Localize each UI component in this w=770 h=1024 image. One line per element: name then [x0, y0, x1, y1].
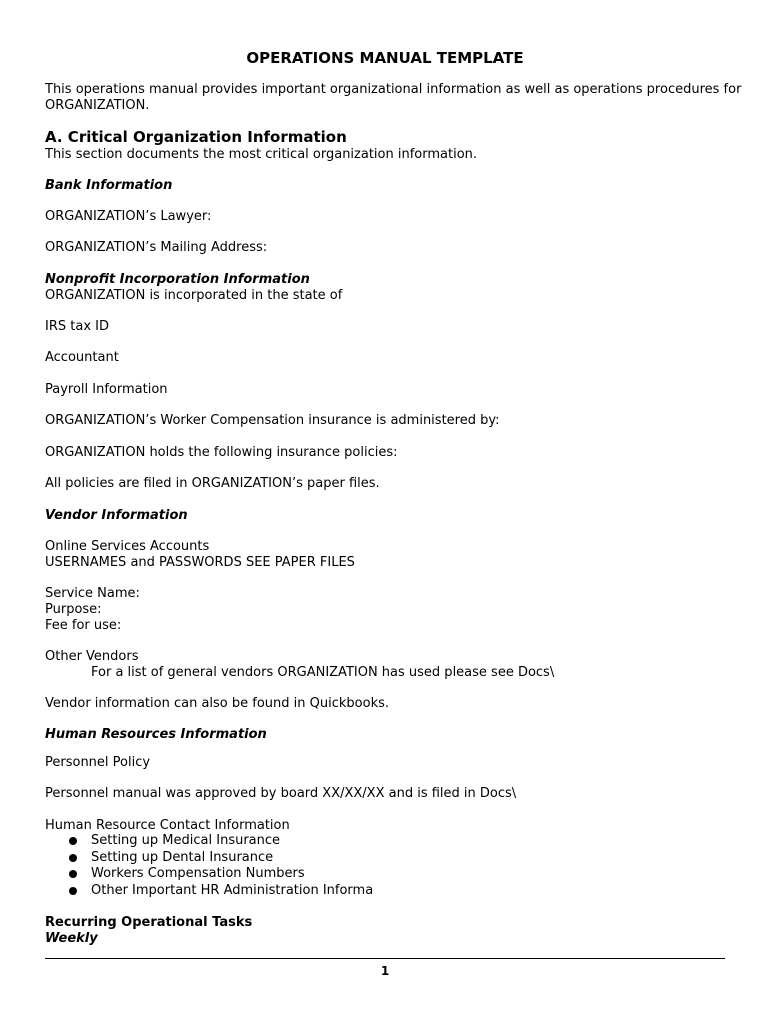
worker-comp-text: ORGANIZATION’s Worker Compensation insurance is administered by: [45, 413, 500, 428]
general-vendors-text: For a list of general vendors ORGANIZATION has used please see Docs\ [91, 665, 555, 680]
list-item [45, 850, 373, 867]
list-item [45, 866, 373, 883]
hr-contact-label: Human Resource Contact Information [45, 818, 290, 833]
list-item-text: Setting up Dental Insurance [91, 849, 274, 865]
section-a-heading: A. Critical Organization Information [45, 128, 347, 146]
list-item [45, 833, 373, 850]
list-item-text: Workers Compensation Numbers [91, 866, 305, 881]
fee-label: Fee for use: [45, 618, 122, 633]
hr-bullet-list [45, 833, 373, 899]
nonprofit-heading: Nonprofit Incorporation Information [45, 272, 310, 287]
bullet-icon [69, 837, 77, 845]
quickbooks-text: Vendor information can also be found in Quickbooks. [45, 696, 389, 711]
online-accounts-label: Online Services Accounts [45, 539, 210, 554]
incorporated-text: ORGANIZATION is incorporated in the state of [45, 288, 343, 303]
personnel-manual-text: Personnel manual was approved by board XX/XX/XX and is filed in Docs\ [45, 786, 517, 801]
section-a-description: This section documents the most critical organization information. [45, 147, 478, 162]
list-item-text: Setting up Medical Insurance [91, 833, 281, 848]
purpose-label: Purpose: [45, 602, 102, 617]
vendor-information-heading: Vendor Information [45, 508, 188, 523]
intro-text-line-1: This operations manual provides important organizational information as well as operations procedures for [45, 82, 742, 97]
accountant-label: Accountant [45, 350, 119, 365]
bank-information-heading: Bank Information [45, 178, 173, 193]
bullet-icon [69, 870, 77, 878]
weekly-heading: Weekly [45, 931, 98, 946]
list-item-text: Other Important HR Administration Informa [91, 882, 374, 898]
page-number: 1 [380, 964, 390, 978]
mailing-address-label: ORGANIZATION’s Mailing Address: [45, 240, 268, 255]
bullet-icon [69, 887, 77, 895]
insurance-policies-text: ORGANIZATION holds the following insurance policies: [45, 445, 398, 460]
hr-heading: Human Resources Information [45, 727, 267, 742]
intro-text-line-2: ORGANIZATION. [45, 98, 150, 113]
personnel-policy-label: Personnel Policy [45, 755, 151, 770]
policies-filed-text: All policies are filed in ORGANIZATION’s paper files. [45, 476, 380, 491]
payroll-label: Payroll Information [45, 382, 168, 397]
lawyer-label: ORGANIZATION’s Lawyer: [45, 209, 212, 224]
document-title: OPERATIONS MANUAL TEMPLATE [246, 49, 524, 67]
bullet-icon [69, 854, 77, 862]
service-name-label: Service Name: [45, 586, 140, 601]
footer-divider [45, 958, 725, 959]
irs-tax-id-label: IRS tax ID [45, 319, 109, 334]
other-vendors-label: Other Vendors [45, 649, 139, 664]
list-item [45, 883, 373, 900]
usernames-note: USERNAMES and PASSWORDS SEE PAPER FILES [45, 555, 355, 570]
recurring-tasks-heading: Recurring Operational Tasks [45, 915, 253, 930]
